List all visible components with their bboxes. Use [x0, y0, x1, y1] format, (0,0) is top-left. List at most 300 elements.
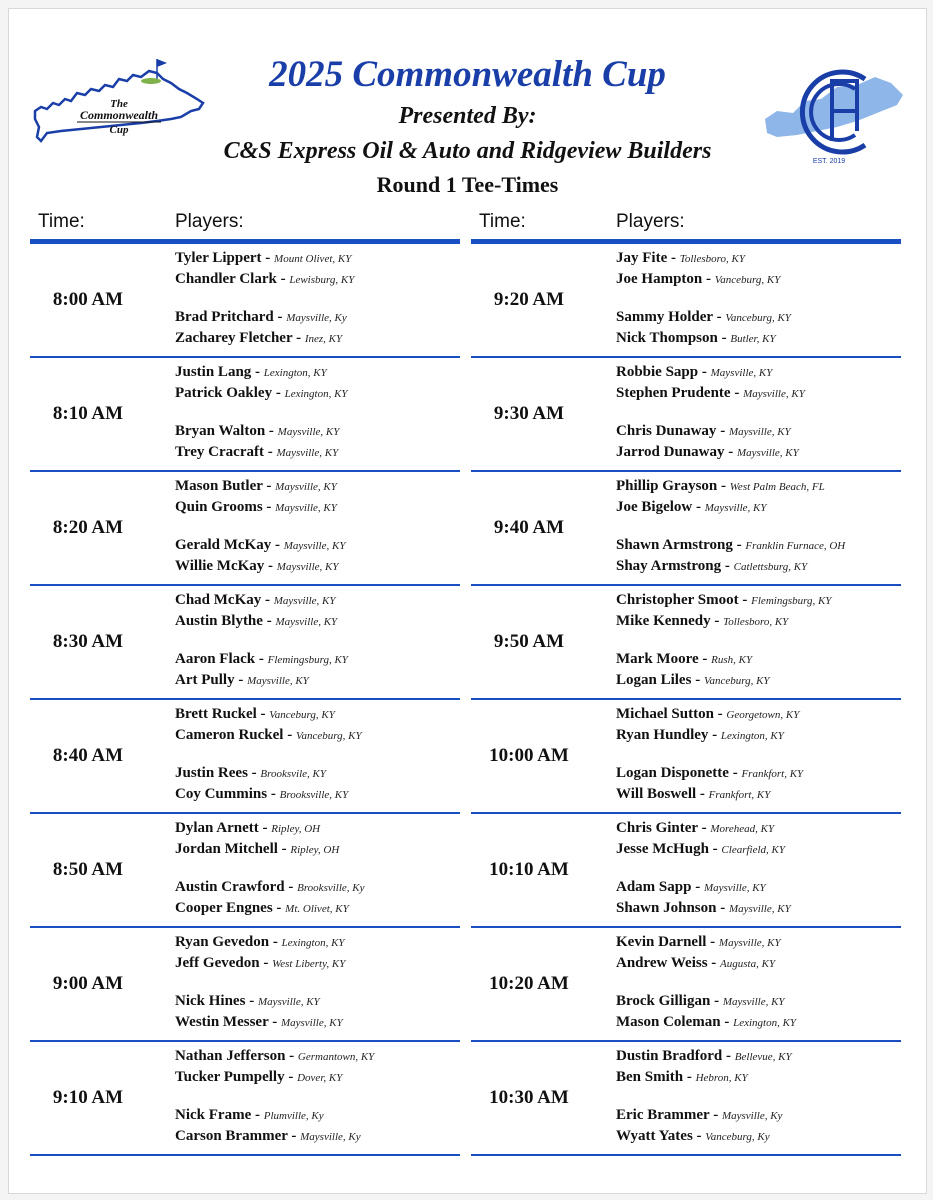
separator-dash: - [708, 841, 722, 857]
player-hometown: Maysville, KY [722, 996, 785, 1008]
tee-time: 8:10 AM [52, 403, 124, 424]
player-name: Will Boswell [616, 786, 697, 802]
separator-dash: - [256, 706, 270, 722]
player-hometown: Maysville, KY [283, 540, 346, 552]
player-entry [175, 385, 348, 402]
separator-dash: - [284, 1069, 298, 1085]
right-groups [471, 244, 901, 1156]
tee-time-group [471, 814, 901, 928]
player-entry [616, 1014, 796, 1031]
player-hometown: Vanceburg, KY [714, 274, 781, 286]
separator-dash: - [721, 558, 734, 574]
player-entry [175, 727, 362, 744]
player-name: Joe Bigelow [616, 499, 693, 515]
tee-time: 9:40 AM [493, 517, 565, 538]
player-hometown: Maysville, Ky [286, 312, 347, 324]
player-entry [175, 1069, 342, 1086]
player-name: Westin Messer [175, 1014, 269, 1030]
tee-time-group [30, 472, 460, 586]
player-hometown: Maysville, KY [257, 996, 320, 1008]
player-entry [175, 1048, 374, 1065]
player-entry [175, 900, 349, 917]
player-entry [616, 537, 845, 554]
player-name: Cooper Engnes [175, 900, 273, 916]
player-hometown: Brooksville, Ky [297, 882, 365, 894]
time-header: Time: [38, 211, 85, 232]
player-hometown: Maysville, KY [275, 502, 337, 514]
player-entry [175, 993, 320, 1010]
player-hometown: Maysville, Ky [721, 1110, 783, 1122]
separator-dash: - [728, 765, 742, 781]
player-entry [616, 955, 775, 972]
player-name: Quin Grooms [175, 499, 263, 515]
separator-dash: - [707, 955, 721, 971]
player-entry [616, 1048, 792, 1065]
separator-dash: - [720, 1014, 734, 1030]
player-name: Dustin Bradford [616, 1048, 723, 1064]
player-hometown: Maysville, KY [275, 481, 337, 493]
separator-dash: - [692, 1128, 706, 1144]
player-hometown: Maysville, KY [737, 447, 799, 459]
separator-dash: - [284, 879, 298, 895]
separator-dash: - [258, 820, 272, 836]
player-hometown: Inez, KY [304, 333, 343, 345]
player-hometown: Hebron, KY [695, 1072, 748, 1084]
left-column [30, 199, 460, 1156]
separator-dash: - [259, 955, 273, 971]
player-hometown: Morehead, KY [710, 823, 775, 835]
player-entry [175, 330, 342, 347]
tee-time-group [471, 358, 901, 472]
round-title: Round 1 Tee-Times [376, 172, 559, 197]
tee-time-group [471, 586, 901, 700]
player-name: Nick Thompson [616, 330, 718, 346]
player-name: Jarrod Dunaway [616, 444, 725, 460]
tee-time-group [471, 928, 901, 1042]
player-hometown: Vanceburg, KY [269, 709, 335, 721]
player-hometown: Germantown, KY [297, 1051, 375, 1063]
logo-est-text: EST. 2019 [812, 158, 846, 165]
player-name: Austin Blythe [175, 613, 263, 629]
player-name: Justin Lang [175, 364, 252, 380]
separator-dash: - [706, 934, 719, 950]
tee-time-group [30, 928, 460, 1042]
player-entry [616, 592, 831, 609]
player-hometown: Maysville, KY [704, 502, 767, 514]
sponsors: C&S Express Oil & Auto and Ridgeview Builders [223, 138, 712, 164]
separator-dash: - [696, 786, 709, 802]
player-entry [175, 592, 335, 609]
tee-time: 8:20 AM [52, 517, 124, 538]
player-name: Adam Sapp [616, 879, 692, 895]
player-hometown: Flemingsburg, KY [751, 595, 832, 607]
svg-text:The: The [110, 98, 128, 110]
player-hometown: Maysville, KY [728, 903, 791, 915]
player-hometown: Maysville, KY [277, 426, 340, 438]
player-entry [616, 1069, 748, 1086]
player-entry [175, 364, 327, 381]
player-name: Andrew Weiss [616, 955, 708, 971]
page-title: 2025 Commonwealth Cup [269, 54, 666, 95]
separator-dash: - [271, 537, 284, 553]
tee-time: 9:00 AM [52, 973, 124, 994]
tee-time: 9:50 AM [493, 631, 565, 652]
separator-dash: - [245, 993, 258, 1009]
player-entry [175, 955, 345, 972]
player-hometown: Frankfort, KY [708, 789, 771, 801]
player-name: Tucker Pumpelly [175, 1069, 285, 1085]
player-name: Brock Gilligan [616, 993, 711, 1009]
player-hometown: Vanceburg, Ky [705, 1131, 770, 1143]
player-name: Mike Kennedy [616, 613, 711, 629]
separator-dash: - [292, 330, 305, 346]
player-name: Jesse McHugh [616, 841, 709, 857]
column-header [471, 199, 901, 239]
player-name: Nick Frame [175, 1107, 252, 1123]
player-entry [175, 271, 354, 288]
player-entry [175, 879, 365, 896]
player-hometown: Maysville, KY [276, 561, 339, 573]
player-entry [616, 250, 745, 267]
tee-time: 8:00 AM [52, 289, 124, 310]
player-hometown: Brooksville, KY [279, 789, 349, 801]
player-entry [175, 765, 326, 782]
player-hometown: Clearfield, KY [721, 844, 785, 856]
player-name: Michael Sutton [616, 706, 714, 722]
separator-dash: - [262, 613, 276, 629]
separator-dash: - [267, 786, 280, 802]
tee-time-group [30, 586, 460, 700]
player-hometown: Lexington, KY [720, 730, 784, 742]
player-name: Patrick Oakley [175, 385, 273, 401]
tee-time-group [30, 358, 460, 472]
player-hometown: Lewisburg, KY [289, 274, 355, 286]
player-entry [616, 330, 776, 347]
player-hometown: Maysville, KY [743, 388, 805, 400]
player-entry [616, 271, 780, 288]
player-name: Jeff Gevedon [175, 955, 260, 971]
player-hometown: Brooksvile, KY [260, 768, 327, 780]
player-entry [616, 444, 799, 461]
player-name: Shay Armstrong [616, 558, 722, 574]
separator-dash: - [692, 499, 705, 515]
players-header: Players: [616, 211, 685, 232]
player-hometown: Augusta, KY [720, 958, 776, 970]
player-hometown: Maysville, KY [273, 595, 336, 607]
player-entry [175, 934, 345, 951]
separator-dash: - [683, 1069, 696, 1085]
player-entry [616, 309, 791, 326]
tee-time: 8:40 AM [52, 745, 124, 766]
separator-dash: - [285, 1048, 298, 1064]
player-hometown: Vanceburg, KY [295, 730, 362, 742]
player-hometown: West Palm Beach, FL [729, 481, 825, 493]
player-hometown: Maysville, KY [710, 367, 773, 379]
player-entry [175, 558, 339, 575]
player-entry [616, 499, 766, 516]
tee-times-page [8, 8, 927, 1194]
player-hometown: Maysville, Ky [300, 1131, 361, 1143]
player-hometown: Mount Olivet, KY [274, 253, 352, 265]
separator-dash: - [264, 558, 277, 574]
player-entry [175, 1128, 361, 1145]
player-hometown: Tollesboro, KY [679, 253, 745, 265]
player-hometown: Mt. Olivet, KY [285, 903, 349, 915]
player-entry [175, 537, 345, 554]
player-entry [616, 765, 803, 782]
tee-time: 8:30 AM [52, 631, 124, 652]
player-name: Joe Hampton [616, 271, 703, 287]
player-name: Chris Dunaway [616, 423, 717, 439]
separator-dash: - [276, 271, 290, 287]
tee-time: 9:30 AM [493, 403, 565, 424]
player-entry [175, 672, 309, 689]
separator-dash: - [710, 993, 723, 1009]
player-hometown: Bellevue, KY [734, 1051, 792, 1063]
separator-dash: - [716, 423, 729, 439]
player-entry [175, 651, 348, 668]
tee-time-group [30, 814, 460, 928]
player-name: Ryan Hundley [616, 727, 709, 743]
separator-dash: - [265, 423, 278, 439]
tee-time: 9:10 AM [52, 1087, 124, 1108]
player-entry [616, 786, 770, 803]
separator-dash: - [698, 651, 712, 667]
player-name: Ben Smith [616, 1069, 684, 1085]
separator-dash: - [667, 250, 680, 266]
separator-dash: - [709, 1107, 722, 1123]
separator-dash: - [272, 900, 286, 916]
separator-dash: - [251, 1107, 264, 1123]
player-entry [616, 841, 785, 858]
player-hometown: Tollesboro, KY [723, 616, 789, 628]
player-hometown: West Liberty, KY [272, 958, 346, 970]
player-hometown: Rush, KY [711, 654, 753, 666]
player-name: Chris Ginter [616, 820, 698, 836]
player-entry [616, 1107, 782, 1124]
presented-by: Presented By: [398, 103, 537, 129]
player-name: Chad McKay [175, 592, 262, 608]
svg-text:Cup: Cup [109, 124, 129, 136]
separator-dash: - [234, 672, 248, 688]
separator-dash: - [730, 385, 744, 401]
player-hometown: Lexington, KY [284, 388, 348, 400]
player-name: Christopher Smoot [616, 592, 739, 608]
separator-dash: - [262, 478, 276, 494]
tee-time-group [30, 244, 460, 358]
player-hometown: Plumville, Ky [263, 1110, 324, 1122]
separator-dash: - [261, 250, 275, 266]
player-name: Ryan Gevedon [175, 934, 270, 950]
player-name: Brad Pritchard [175, 309, 274, 325]
player-hometown: Vanceburg, KY [703, 675, 770, 687]
player-name: Shawn Armstrong [616, 537, 733, 553]
player-entry [616, 672, 770, 689]
player-entry [175, 478, 337, 495]
player-name: Brett Ruckel [175, 706, 257, 722]
separator-dash: - [283, 727, 296, 743]
tee-time-group [471, 700, 901, 814]
player-name: Chandler Clark [175, 271, 277, 287]
tee-time-group [30, 1042, 460, 1156]
player-hometown: Dover, KY [297, 1072, 343, 1084]
player-name: Tyler Lippert [175, 250, 262, 266]
left-groups [30, 244, 460, 1156]
player-entry [175, 706, 335, 723]
time-header: Time: [479, 211, 526, 232]
player-name: Gerald McKay [175, 537, 272, 553]
player-name: Nick Hines [175, 993, 246, 1009]
player-name: Kevin Darnell [616, 934, 707, 950]
column-header [30, 199, 460, 239]
player-hometown: Lexington, KY [263, 367, 327, 379]
player-hometown: Maysville, KY [276, 447, 339, 459]
tee-time: 8:50 AM [52, 859, 124, 880]
tee-time-group [471, 1042, 901, 1156]
player-entry [616, 651, 752, 668]
tee-time-group [471, 244, 901, 358]
player-entry [175, 786, 348, 803]
separator-dash: - [261, 592, 274, 608]
player-name: Cameron Ruckel [175, 727, 284, 743]
svg-text:Commonwealth: Commonwealth [79, 108, 159, 122]
tee-time: 10:10 AM [489, 859, 569, 880]
separator-dash: - [262, 499, 276, 515]
separator-dash: - [272, 385, 285, 401]
player-entry [175, 820, 320, 837]
tee-time: 10:20 AM [489, 973, 569, 994]
player-name: Logan Liles [616, 672, 692, 688]
player-entry [616, 364, 772, 381]
separator-dash: - [273, 309, 287, 325]
player-hometown: Ripley, OH [271, 823, 321, 835]
player-entry [616, 478, 825, 495]
player-name: Carson Brammer [175, 1128, 288, 1144]
separator-dash: - [716, 900, 729, 916]
player-hometown: Maysville, KY [247, 675, 309, 687]
separator-dash: - [251, 364, 264, 380]
player-name: Art Pully [175, 672, 235, 688]
player-entry [175, 841, 339, 858]
player-entry [175, 499, 337, 516]
player-entry [616, 900, 791, 917]
player-name: Mason Coleman [616, 1014, 721, 1030]
separator-dash: - [708, 727, 721, 743]
separator-dash: - [698, 364, 711, 380]
player-entry [175, 613, 337, 630]
player-hometown: Maysville, KY [280, 1017, 343, 1029]
player-hometown: Catlettsburg, KY [733, 561, 808, 573]
player-entry [616, 934, 781, 951]
separator-dash: - [269, 934, 282, 950]
separator-dash: - [691, 879, 704, 895]
separator-dash: - [712, 309, 726, 325]
player-entry [616, 1128, 770, 1145]
tee-time: 10:30 AM [489, 1087, 569, 1108]
player-entry [616, 423, 791, 440]
player-name: Bryan Walton [175, 423, 266, 439]
separator-dash: - [277, 841, 291, 857]
player-name: Justin Rees [175, 765, 248, 781]
player-entry [616, 385, 805, 402]
separator-dash: - [710, 613, 724, 629]
separator-dash: - [732, 537, 746, 553]
player-entry [175, 423, 339, 440]
player-name: Shawn Johnson [616, 900, 717, 916]
player-name: Phillip Grayson [616, 478, 718, 494]
player-name: Coy Cummins [175, 786, 268, 802]
player-name: Austin Crawford [175, 879, 285, 895]
player-name: Dylan Arnett [175, 820, 259, 836]
player-name: Sammy Holder [616, 309, 713, 325]
tee-time: 9:20 AM [493, 289, 565, 310]
player-entry [616, 993, 785, 1010]
tee-time: 10:00 AM [489, 745, 569, 766]
separator-dash: - [263, 444, 277, 460]
player-hometown: Vanceburg, KY [725, 312, 791, 324]
separator-dash: - [255, 651, 268, 667]
tee-time-group [471, 472, 901, 586]
player-name: Trey Cracraft [175, 444, 264, 460]
player-entry [616, 879, 766, 896]
separator-dash: - [697, 820, 711, 836]
player-name: Stephen Prudente [616, 385, 731, 401]
player-name: Jordan Mitchell [175, 841, 278, 857]
player-name: Jay Fite [616, 250, 668, 266]
player-entry [175, 309, 347, 326]
player-entry [616, 706, 799, 723]
player-hometown: Ripley, OH [290, 844, 340, 856]
separator-dash: - [287, 1128, 301, 1144]
player-hometown: Lexington, KY [281, 937, 345, 949]
separator-dash: - [717, 330, 731, 346]
separator-dash: - [713, 706, 727, 722]
separator-dash: - [717, 478, 730, 494]
separator-dash: - [702, 271, 715, 287]
player-name: Aaron Flack [175, 651, 256, 667]
player-entry [175, 1014, 343, 1031]
player-hometown: Butler, KY [730, 333, 776, 345]
separator-dash: - [691, 672, 704, 688]
tee-time-group [30, 700, 460, 814]
player-hometown: Maysville, KY [718, 937, 781, 949]
player-hometown: Maysville, KY [728, 426, 791, 438]
player-name: Willie McKay [175, 558, 265, 574]
player-hometown: Georgetown, KY [726, 709, 800, 721]
player-name: Wyatt Yates [616, 1128, 693, 1144]
separator-dash: - [724, 444, 737, 460]
player-entry [616, 727, 784, 744]
player-hometown: Maysville, KY [703, 882, 766, 894]
player-entry [175, 1107, 324, 1124]
player-entry [616, 613, 788, 630]
player-name: Mason Butler [175, 478, 263, 494]
player-entry [175, 250, 351, 267]
players-header: Players: [175, 211, 244, 232]
player-hometown: Franklin Furnace, OH [745, 540, 846, 552]
separator-dash: - [738, 592, 752, 608]
player-name: Logan Disponette [616, 765, 729, 781]
separator-dash: - [247, 765, 261, 781]
right-column [471, 199, 901, 1156]
player-hometown: Flemingsburg, KY [267, 654, 348, 666]
player-hometown: Frankfort, KY [741, 768, 804, 780]
player-entry [175, 444, 338, 461]
separator-dash: - [268, 1014, 281, 1030]
player-hometown: Lexington, KY [733, 1017, 797, 1029]
player-entry [616, 558, 807, 575]
player-name: Zacharey Fletcher [175, 330, 293, 346]
